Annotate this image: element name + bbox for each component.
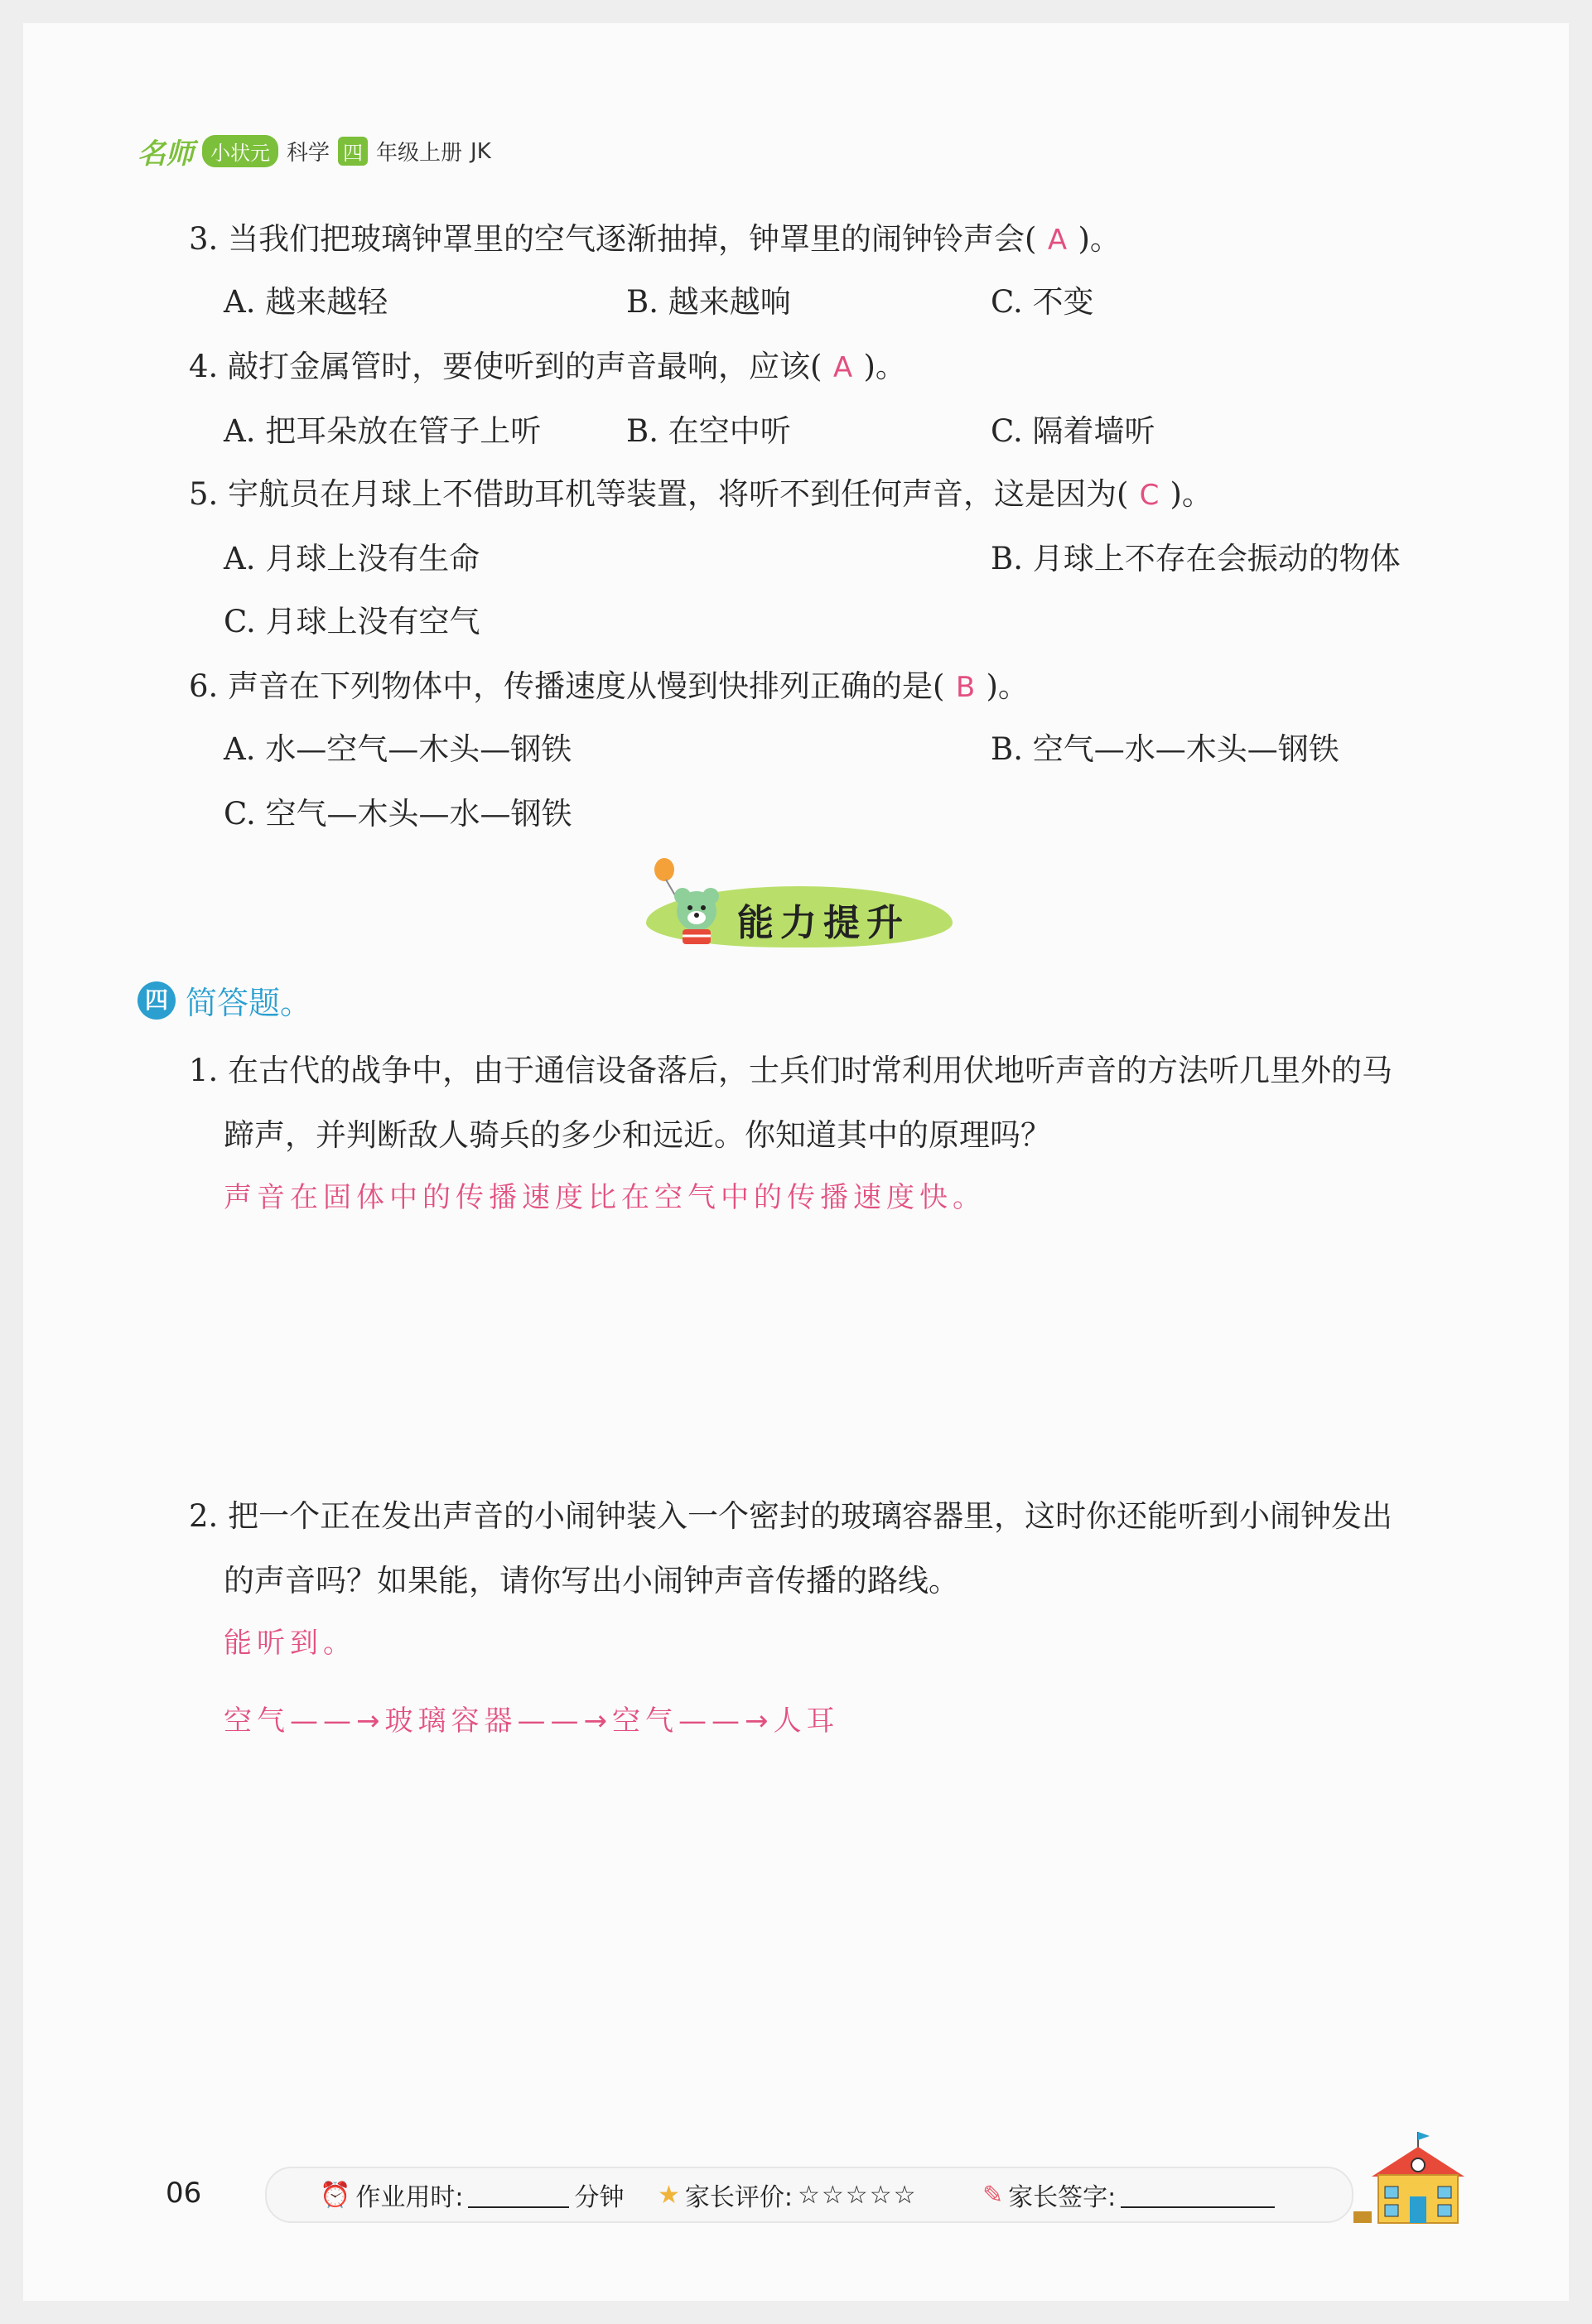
question-close: )。 (986, 668, 1029, 704)
handwritten-answer-2b: 空气——→玻璃容器——→空气——→人耳 (224, 1704, 840, 1738)
option-b: B. 月球上不存在会振动的物体 (991, 541, 1401, 576)
option-c: C. 不变 (991, 284, 1094, 320)
alarm-clock-icon: ⏰ (320, 2180, 351, 2210)
short-question-2-line-1: 2. 把一个正在发出声音的小闹钟装入一个密封的玻璃容器里，这时你还能听到小闹钟发出 (189, 1498, 1393, 1534)
section-title: 简答题。 (186, 985, 312, 1021)
brand-logo: 名师 (137, 137, 194, 171)
option-c: C. 月球上没有空气 (224, 604, 480, 639)
time-label: 作业用时: (355, 2183, 464, 2212)
option-a: A. 越来越轻 (224, 284, 388, 320)
option-c: C. 空气—木头—水—钢铁 (224, 796, 572, 832)
school-house-icon (1347, 2129, 1471, 2228)
question-stem: 6. 声音在下列物体中，传播速度从慢到快排列正确的是( (189, 668, 945, 704)
star-badge-icon: ★ (658, 2180, 680, 2210)
sign-label: 家长签字: (1008, 2183, 1117, 2212)
bear-mascot-icon (646, 853, 737, 952)
question-stem: 4. 敲打金属管时，要使听到的声音最响，应该( (189, 349, 823, 384)
question-close: )。 (1170, 476, 1213, 512)
parent-signature (982, 2177, 1275, 2213)
question-stem: 5. 宇航员在月球上不借助耳机等装置，将听不到任何声音，这是因为( (189, 476, 1129, 512)
answer-mark: A (1047, 224, 1068, 257)
answer-mark: B (955, 671, 976, 704)
rating-stars[interactable]: ☆☆☆☆☆ (798, 2180, 918, 2210)
grade-badge: 四 (338, 137, 368, 166)
question-3 (189, 214, 1121, 258)
page-header (137, 131, 491, 171)
time-unit: 分钟 (574, 2183, 625, 2212)
handwritten-answer-2a: 能听到。 (224, 1627, 356, 1660)
grade-text: 年级上册 (376, 141, 463, 166)
parent-rating (658, 2177, 918, 2213)
question-stem: 3. 当我们把玻璃钟罩里的空气逐渐抽掉，钟罩里的闹钟铃声会( (189, 221, 1037, 257)
brand-badge: 小状元 (202, 135, 278, 167)
subject-label: 科学 (287, 141, 330, 166)
short-question-2-line-2: 的声音吗？如果能，请你写出小闹钟声音传播的路线。 (224, 1563, 959, 1598)
question-6 (189, 661, 1029, 706)
answer-mark: A (832, 351, 853, 384)
question-close: )。 (1078, 221, 1121, 257)
question-5 (189, 469, 1213, 513)
option-b: B. 空气—水—木头—钢铁 (991, 731, 1339, 767)
signature-blank[interactable] (1121, 2182, 1275, 2208)
option-b: B. 在空中听 (626, 413, 791, 449)
time-blank[interactable] (468, 2182, 569, 2208)
section-heading (137, 977, 311, 1023)
option-c: C. 隔着墙听 (991, 413, 1155, 449)
short-question-1-line-1: 1. 在古代的战争中，由于通信设备落后，士兵们时常利用伏地听声音的方法听几里外的马 (189, 1053, 1393, 1088)
ability-banner (646, 853, 961, 952)
question-4 (189, 341, 906, 386)
question-close: )。 (863, 349, 906, 384)
short-question-1-line-2: 蹄声，并判断敌人骑兵的多少和远近。你知道其中的原理吗？ (224, 1117, 1051, 1153)
section-number: 四 (137, 981, 176, 1020)
option-a: A. 水—空气—木头—钢铁 (224, 731, 572, 767)
answer-mark: C (1139, 479, 1160, 512)
rating-label: 家长评价: (684, 2183, 794, 2212)
pencil-icon: ✎ (982, 2180, 1004, 2210)
option-a: A. 月球上没有生命 (224, 541, 480, 576)
page-number: 06 (166, 2177, 202, 2210)
banner-title: 能力提升 (737, 902, 909, 944)
handwritten-answer-1: 声音在固体中的传播速度比在空气中的传播速度快。 (224, 1181, 986, 1214)
option-a: A. 把耳朵放在管子上听 (224, 413, 542, 449)
option-b: B. 越来越响 (626, 284, 791, 320)
edition-label: JK (470, 138, 491, 164)
homework-time (320, 2177, 624, 2213)
